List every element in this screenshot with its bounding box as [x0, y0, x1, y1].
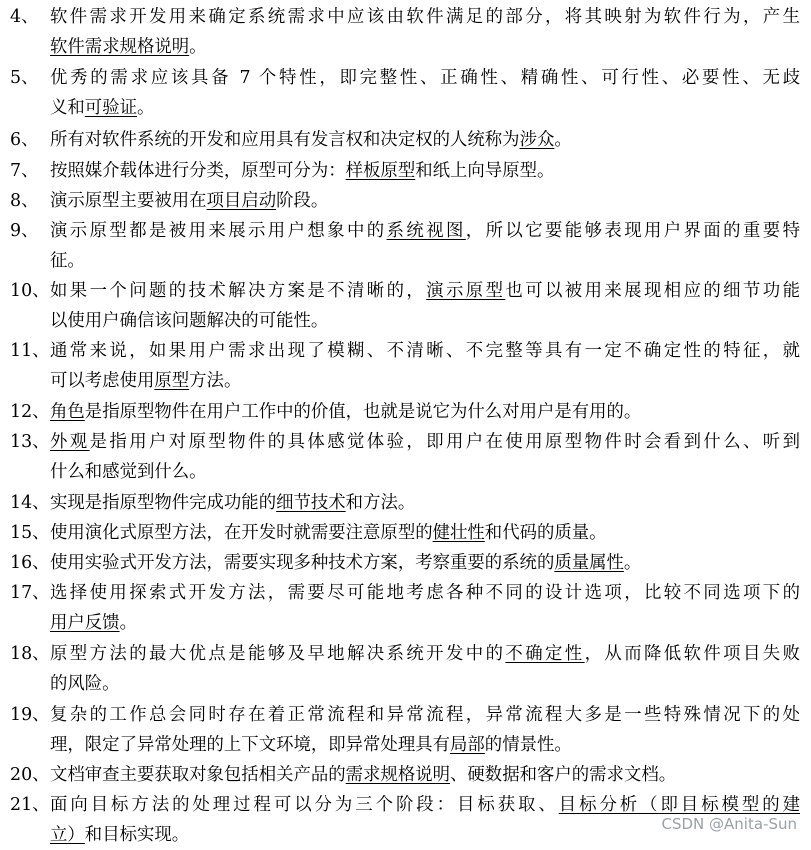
text-segment: 演示原型主要被用在 [50, 191, 207, 211]
underlined-answer: 外观 [50, 432, 90, 452]
item-text [50, 578, 800, 638]
text-segment: 通常来说，如果用户需求出现了模糊、不清晰、不完整等具有一定不确定性的特征，就 [50, 341, 800, 361]
text-line [50, 397, 800, 427]
item-text [50, 518, 800, 548]
item-text [50, 700, 800, 760]
text-segment: 优秀的需求应该具备 7 个特性，即完整性、正确性、精确性、可行性、必要性、无歧 [50, 68, 800, 88]
text-segment: ，所以它要能够表现用户界面的重要特 [465, 221, 800, 241]
text-segment: 是指用户对原型物件的具体感觉体验，即用户在使用原型物件时会看到什么、听到 [89, 432, 800, 452]
text-line [50, 93, 800, 123]
underlined-answer: 目标分析（即目标模型的建 [558, 795, 800, 815]
underlined-answer: 角色 [50, 402, 85, 422]
underlined-answer: 涉众 [519, 130, 555, 150]
item-number: 12、 [10, 402, 50, 422]
text-line [50, 639, 800, 669]
text-segment: 的风险。 [50, 674, 120, 694]
text-segment: 。 [136, 98, 155, 118]
item-number: 7、 [10, 161, 39, 181]
item-number: 20、 [10, 765, 50, 785]
text-segment: 阶段。 [276, 191, 329, 211]
text-segment: ，从而降低软件项目失败 [584, 644, 800, 664]
text-line [50, 700, 800, 730]
item-text [50, 2, 800, 62]
text-segment: 使用演化式原型方法，在开发时就需要注意原型的 [50, 523, 433, 543]
item-text [50, 488, 800, 518]
underlined-answer: 样板原型 [345, 161, 416, 181]
item-text [50, 397, 800, 427]
item-number: 15、 [10, 523, 50, 543]
text-segment: 和代码的质量。 [484, 523, 607, 543]
text-segment: 所有对软件系统的开发和应用具有发言权和决定权的人统称为 [50, 130, 520, 150]
text-line [50, 669, 800, 699]
item-text [50, 186, 800, 216]
text-segment: 的情景性。 [484, 735, 572, 755]
text-segment: 征。 [50, 251, 85, 271]
text-segment: 如果一个问题的技术解决方案是不清晰的， [50, 281, 427, 301]
text-line [50, 548, 800, 578]
text-line [50, 578, 800, 608]
item-text [50, 125, 800, 155]
underlined-answer: 软件需求规格说明 [50, 37, 190, 57]
text-segment: 复杂的工作总会同时存在着正常流程和异常流程，异常流程大多是一些特殊情况下的处 [50, 705, 800, 725]
text-line [50, 306, 800, 336]
item-text [50, 156, 800, 186]
item-number: 11、 [10, 341, 50, 361]
text-segment: 。 [119, 613, 137, 633]
text-segment: 也可以被用来展现相应的细节功能 [505, 281, 800, 301]
item-text [50, 760, 800, 790]
item-number: 9、 [10, 221, 39, 241]
underlined-answer: 不确定性 [505, 644, 585, 664]
text-line [50, 63, 800, 93]
text-segment: 软件需求开发用来确定系统需求中应该由软件满足的部分，将其映射为软件行为，产生 [50, 7, 800, 27]
text-segment: 演示原型都是被用来展示用户想象中的 [50, 221, 387, 241]
text-line [50, 156, 800, 186]
text-line [50, 457, 800, 487]
text-segment: 以使用户确信该问题解决的可能性。 [50, 311, 329, 331]
text-segment: 理，限定了异常处理的上下文环境，即异常处理具有 [50, 735, 450, 755]
item-text [50, 63, 800, 123]
text-segment: 、硬数据和客户的需求文档。 [450, 765, 677, 785]
text-line [50, 730, 800, 760]
text-segment: 。 [623, 553, 642, 573]
item-number: 21、 [10, 795, 50, 815]
text-segment: 选择使用探索式开发方法，需要尽可能地考虑各种不同的设计选项，比较不同选项下的 [50, 583, 800, 603]
underlined-answer: 健壮性 [432, 523, 485, 543]
item-text [50, 276, 800, 336]
underlined-answer: 用户反馈 [50, 613, 120, 633]
item-number: 17、 [10, 583, 50, 603]
text-line [50, 246, 800, 276]
text-segment: 。 [554, 130, 572, 150]
text-line [50, 427, 800, 457]
text-segment: 使用实验式开发方法，需要实现多种技术方案，考察重要的系统的 [50, 553, 555, 573]
underlined-answer: 原型 [154, 371, 190, 391]
text-line [50, 518, 800, 548]
item-number: 19、 [10, 705, 50, 725]
text-segment: 什么和感觉到什么。 [50, 462, 207, 482]
text-line [50, 186, 800, 216]
watermark: CSDN @Anita-Sun [661, 815, 797, 833]
text-segment: 方法。 [189, 371, 242, 391]
text-line [50, 125, 800, 155]
item-number: 8、 [10, 191, 39, 211]
text-segment: 面向目标方法的处理过程可以分为三个阶段：目标获取、 [50, 795, 559, 815]
item-number: 5、 [10, 68, 39, 88]
underlined-answer: 系统视图 [386, 221, 466, 241]
item-text [50, 336, 800, 396]
item-number: 10、 [10, 281, 50, 301]
text-line [50, 216, 800, 246]
text-segment: 按照媒介载体进行分类，原型可分为： [50, 161, 346, 181]
item-number: 6、 [10, 130, 39, 150]
item-number: 13、 [10, 432, 50, 452]
underlined-answer: 局部 [450, 735, 485, 755]
text-line [50, 336, 800, 366]
text-segment: 可以考虑使用 [50, 371, 155, 391]
item-text [50, 639, 800, 699]
underlined-answer: 可验证 [84, 98, 137, 118]
underlined-answer: 立） [50, 825, 85, 845]
item-text [50, 216, 800, 276]
text-segment: 义和 [50, 98, 85, 118]
text-line [50, 32, 800, 62]
underlined-answer: 项目启动 [206, 191, 277, 211]
text-line [50, 608, 800, 638]
text-line [50, 760, 800, 790]
item-number: 18、 [10, 644, 50, 664]
text-segment: 和目标实现。 [84, 825, 190, 845]
text-segment: 和纸上向导原型。 [415, 161, 555, 181]
text-segment: 文档审查主要获取对象包括相关产品的 [50, 765, 346, 785]
text-line [50, 366, 800, 396]
text-line [50, 2, 800, 32]
text-segment: 和方法。 [345, 493, 416, 513]
text-line [50, 488, 800, 518]
item-number: 14、 [10, 493, 50, 513]
item-text [50, 427, 800, 487]
text-segment: 原型方法的最大优点是能够及早地解决系统开发中的 [50, 644, 506, 664]
text-segment: 是指原型物件在用户工作中的价值，也就是说它为什么对用户是有用的。 [84, 402, 642, 422]
underlined-answer: 质量属性 [554, 553, 624, 573]
underlined-answer: 演示原型 [426, 281, 506, 301]
text-segment: 。 [189, 37, 207, 57]
item-text [50, 548, 800, 578]
item-number: 4、 [10, 7, 39, 27]
item-number: 16、 [10, 553, 50, 573]
text-line [50, 276, 800, 306]
underlined-answer: 需求规格说明 [345, 765, 451, 785]
underlined-answer: 细节技术 [276, 493, 346, 513]
text-segment: 实现是指原型物件完成功能的 [50, 493, 277, 513]
